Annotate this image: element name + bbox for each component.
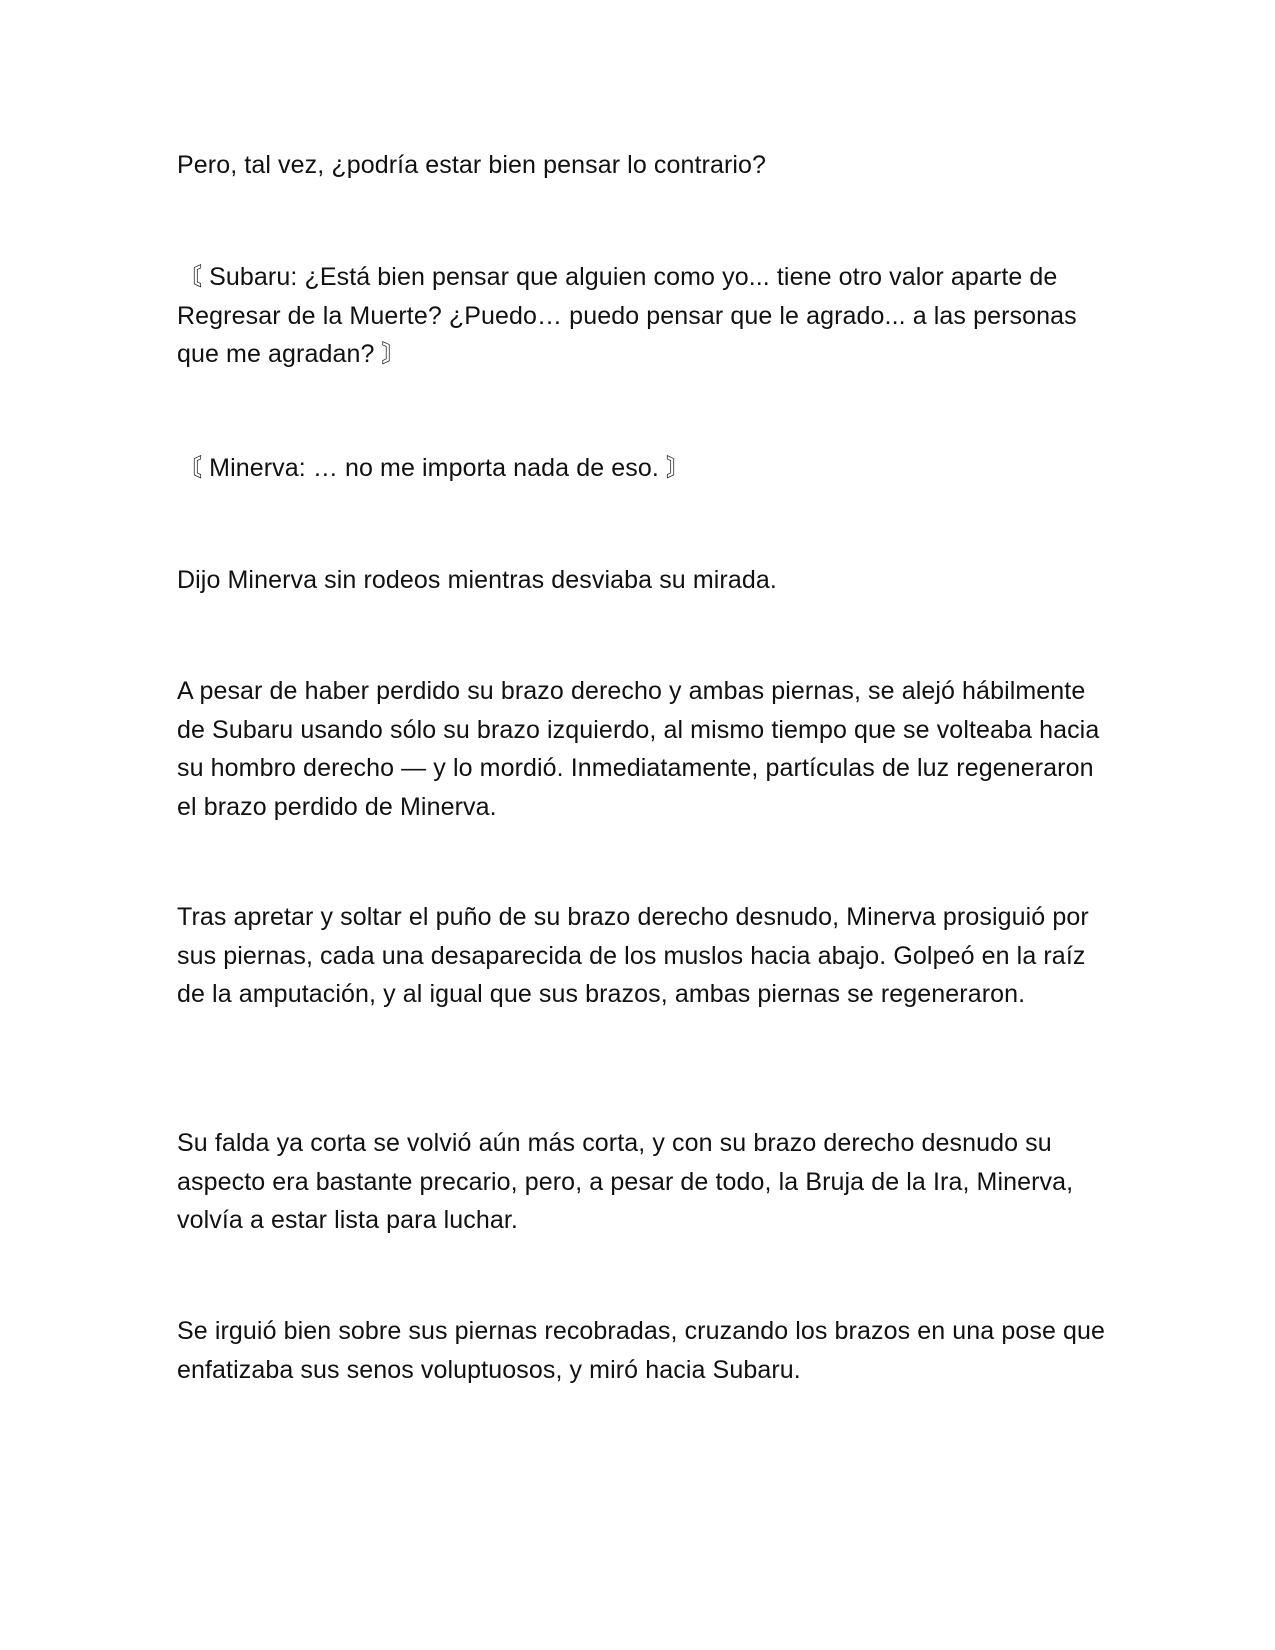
paragraph: Dijo Minerva sin rodeos mientras desviaba su mirada. bbox=[177, 566, 777, 594]
paragraph: Se irguió bien sobre sus piernas recobradas, cruzando los brazos en una pose que enfatizaba sus senos voluptuosos, y miró hacia Subaru. bbox=[177, 1317, 1106, 1384]
paragraph: Tras apretar y soltar el puño de su brazo derecho desnudo, Minerva prosiguió por sus piernas, cada una desaparecida de los muslos hacia abajo. Golpeó en la raíz de la amputación, y al igual que sus brazos, ambas piernas se regeneraron. bbox=[177, 903, 1089, 1008]
paragraph: Su falda ya corta se volvió aún más corta, y con su brazo derecho desnudo su aspecto era bastante precario, pero, a pesar de todo, la Bruja de la Ira, Minerva, volvía a estar lista para luchar. bbox=[177, 1129, 1074, 1234]
dialogue-paragraph-subaru: 〘 Subaru: ¿Está bien pensar que alguien como yo... tiene otro valor aparte de Regresar de la Muerte? ¿Puedo… puedo pensar que le agrado... a las personas que me agradan? 〙 bbox=[177, 263, 1077, 368]
paragraph: Pero, tal vez, ¿podría estar bien pensar lo contrario? bbox=[177, 151, 767, 179]
dialogue-paragraph-minerva: 〘 Minerva: … no me importa nada de eso. 〙 bbox=[177, 454, 692, 482]
paragraph: A pesar de haber perdido su brazo derecho y ambas piernas, se alejó hábilmente de Subaru usando sólo su brazo izquierdo, al mismo tiempo que se volteaba hacia su hombro derecho — y lo mordió. Inmediatamente, partículas de luz regeneraron el brazo perdido de Minerva. bbox=[177, 677, 1100, 821]
